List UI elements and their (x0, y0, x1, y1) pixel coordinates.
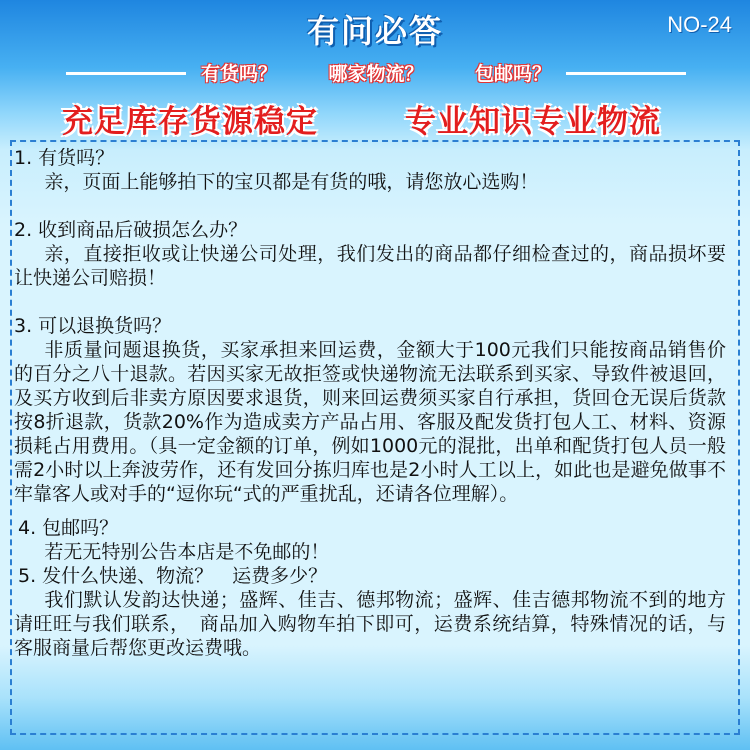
faq-question: 2. 收到商品后破损怎么办？ (14, 219, 248, 241)
faq-question: 3. 可以退换货吗？ (14, 315, 172, 337)
faq-answer: 我们默认发韵达快递；盛辉、佳吉、德邦物流；盛辉、佳吉德邦物流不到的地方请旺旺与我们联系， 商品加入购物车拍下即可，运费系统结算，特殊情况的话，与客服商量后帮您更改运费哦。 (14, 589, 726, 659)
faq-answer: 亲，页面上能够拍下的宝贝都是有货的哦，请您放心选购！ (44, 171, 539, 193)
faq-answer: 若无无特别公告本店是不免邮的！ (44, 541, 330, 563)
faq-question: 4. 包邮吗？ (18, 517, 119, 539)
divider-line-right (566, 72, 686, 75)
slogan-right: 专业知识专业物流 (405, 104, 661, 140)
subtitle-item: 哪家物流？ (328, 63, 424, 85)
subtitle-row (66, 59, 686, 87)
faq-list (14, 146, 726, 660)
faq-question: 1. 有货吗？ (14, 147, 115, 169)
faq-question: 5. 发什么快递、物流？ 运费多少？ (18, 565, 328, 587)
slogan-left: 充足库存货源稳定 (62, 104, 318, 140)
faq-answer: 亲，直接拒收或让快递公司处理，我们发出的商品都仔细检查过的，商品损坏要让快递公司赔损！ (14, 243, 726, 289)
page-title: 有问必答 (306, 12, 443, 50)
faq-answer: 非质量问题退换货，买家承担来回运费，金额大于100元我们只能按商品销售价的百分之八十退款。若因买家无故拒签或快递物流无法联系到买家、导致件被退回，及买方收到后非卖方原因要求退货，则来回运费须买家自行承担，货回仓无误后货款按8折退款，货款20%作为造成卖方产品占用、客服及配发货打包人工、材料、资源损耗占用费用。（具一定金额的订单，例如1000元的混批，出单和配货打包人员一般需2小时以上奔波劳作，还有发回分拣归库也是2小时人工以上，如此也是避免做事不牢靠客人或对手的“逗你玩“式的严重扰乱，还请各位理解）。 (14, 339, 726, 505)
page-code: NO-24 (667, 12, 732, 37)
divider-line-left (66, 72, 186, 75)
subtitle-item: 有货吗？ (201, 63, 278, 85)
subtitle-items (201, 59, 551, 86)
subtitle-item: 包邮吗？ (474, 63, 551, 85)
